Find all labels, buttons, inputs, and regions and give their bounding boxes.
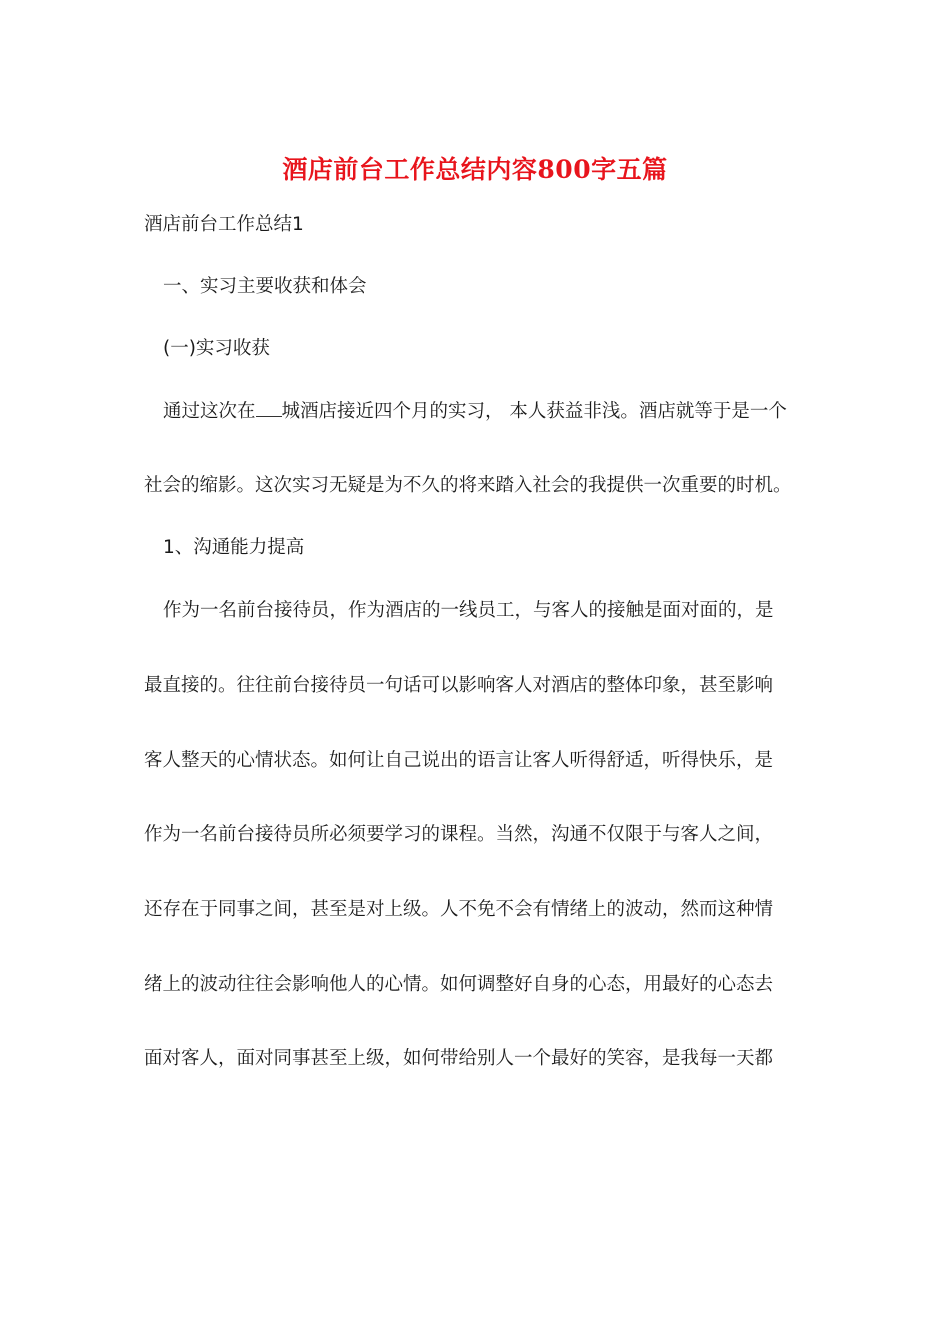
paragraph-1-line-1 bbox=[163, 398, 787, 425]
paragraph-2-line-5: 还存在于同事之间，甚至是对上级。人不免不会有情绪上的波动，然而这种情 bbox=[144, 899, 774, 920]
paragraph-1-line-2: 社会的缩影。这次实习无疑是为不久的将来踏入社会的我提供一次重要的时机。 bbox=[144, 475, 792, 496]
paragraph-2-line-4: 作为一名前台接待员所必须要学习的课程。当然，沟通不仅限于与客人之间， bbox=[144, 824, 774, 845]
paragraph-text: 城酒店接近四个月的实习， 本人获益非浅。酒店就等于是一个 bbox=[281, 401, 787, 422]
heading-1: 一、实习主要收获和体会 bbox=[163, 276, 367, 297]
subheading-1: 1、沟通能力提高 bbox=[163, 537, 305, 558]
paragraph-2-line-2: 最直接的。往往前台接待员一句话可以影响客人对酒店的整体印象，甚至影响 bbox=[144, 675, 774, 696]
paragraph-2-line-6: 绪上的波动往往会影响他人的心情。如何调整好自身的心态，用最好的心态去 bbox=[144, 974, 774, 995]
paragraph-2-line-7: 面对客人，面对同事甚至上级，如何带给别人一个最好的笑容，是我每一天都 bbox=[144, 1048, 774, 1069]
section-heading: 酒店前台工作总结1 bbox=[144, 214, 304, 235]
document-title: 酒店前台工作总结内容800字五篇 bbox=[282, 155, 668, 184]
fill-in-blank bbox=[256, 398, 282, 417]
paragraph-text: 通过这次在 bbox=[163, 401, 256, 422]
heading-1-1: (一)实习收获 bbox=[163, 338, 270, 359]
paragraph-2-line-3: 客人整天的心情状态。如何让自己说出的语言让客人听得舒适，听得快乐，是 bbox=[144, 750, 774, 771]
paragraph-2-line-1: 作为一名前台接待员，作为酒店的一线员工，与客人的接触是面对面的，是 bbox=[163, 600, 774, 621]
